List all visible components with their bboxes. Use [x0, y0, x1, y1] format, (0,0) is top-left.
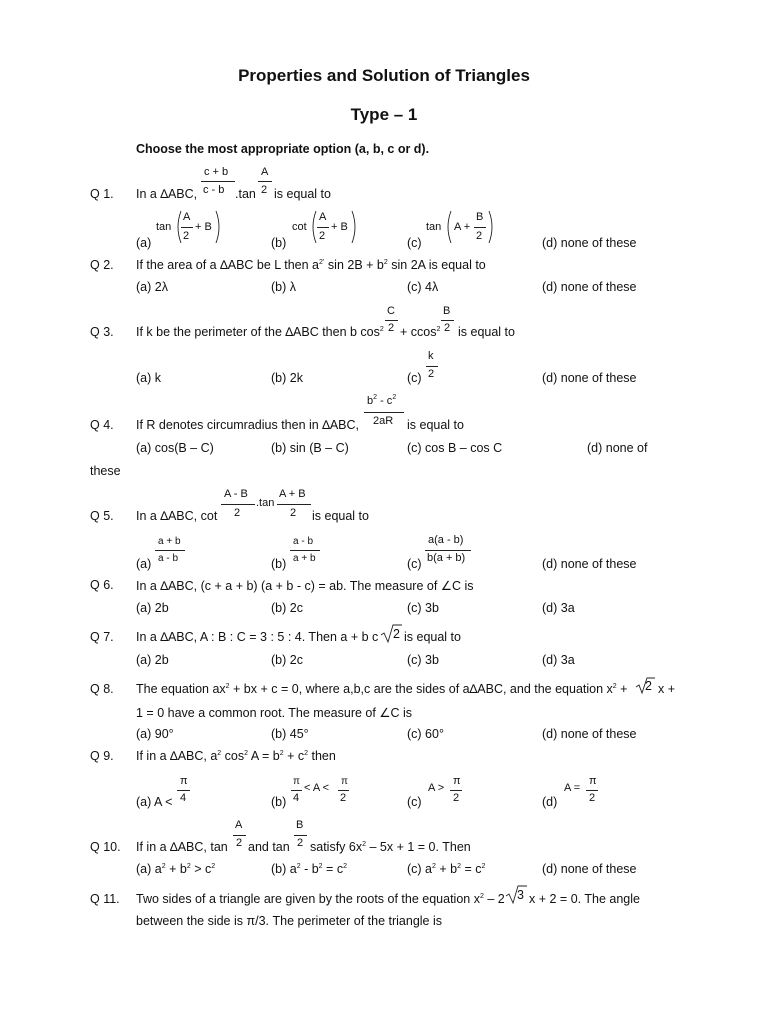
text-segment: b — [367, 395, 374, 407]
option-a: (a) 2b — [136, 653, 169, 667]
text-segment: + c — [283, 749, 305, 763]
fraction-numerator: A — [183, 211, 191, 223]
option-c: (c) cos B – cos C — [407, 441, 503, 455]
fraction-numerator: B — [443, 305, 451, 317]
question-number: Q 4. — [90, 418, 114, 432]
fraction-numerator: A — [319, 211, 327, 223]
question-text: x + — [658, 682, 676, 696]
text-segment: If in a ∆ABC, a — [136, 749, 218, 763]
option-d: (d) none of these — [542, 862, 637, 876]
fraction-denominator: 4 — [180, 792, 187, 804]
option-c: (c) 3b — [407, 653, 439, 667]
text-segment: – 2 — [483, 892, 505, 906]
superscript: 2 — [436, 326, 441, 333]
fraction-numerator: π — [453, 775, 461, 787]
question-text: is equal to — [274, 187, 331, 201]
option-b: (b) λ — [271, 280, 296, 294]
fraction-bar — [290, 550, 320, 551]
option-b: (b) 2k — [271, 371, 303, 385]
option-a: (a) A < — [136, 795, 173, 809]
question-number: Q 5. — [90, 509, 114, 523]
superscript: 2 — [479, 893, 484, 900]
fraction-denominator: 2 — [340, 792, 347, 804]
superscript: 2 — [186, 863, 191, 870]
superscript: 2 — [481, 863, 486, 870]
superscript: 2 — [304, 750, 308, 757]
superscript: 2 — [279, 750, 284, 757]
option-a — [136, 862, 215, 876]
option-b: (b) 2c — [271, 601, 303, 615]
fraction-numerator: A — [261, 166, 269, 178]
fraction-bar — [425, 550, 471, 551]
option-expression: A + — [454, 221, 471, 233]
instruction: Choose the most appropriate option (a, b, c or d). — [136, 142, 430, 156]
text-segment: = c — [461, 862, 482, 876]
option-a: (a) cos(B – C) — [136, 441, 214, 455]
fraction-bar — [177, 790, 190, 791]
fraction-numerator: A - B — [224, 488, 248, 500]
fraction-denominator: b(a + b) — [427, 552, 466, 564]
text-segment: sin 2A is equal to — [387, 258, 486, 272]
close-paren-icon — [487, 210, 497, 244]
option-b: (b) — [271, 236, 287, 250]
fraction-numerator: π — [341, 776, 348, 787]
option-c: (c) — [407, 371, 422, 385]
superscript: 2 — [362, 841, 367, 848]
question-text: is equal to — [312, 509, 369, 523]
option-expression: A = — [564, 782, 581, 794]
option-expression: < A < — [304, 782, 330, 794]
option-c: (c) 3b — [407, 601, 439, 615]
question-text: In a ∆ABC, — [136, 187, 198, 201]
fraction-denominator: 2 — [388, 322, 395, 334]
option-d: (d) none of these — [542, 727, 637, 741]
question-number: Q 11. — [90, 892, 120, 906]
superscript: 2 — [318, 863, 323, 870]
option-b: (b) sin (B – C) — [271, 441, 349, 455]
radicand: 2 — [393, 627, 400, 641]
question-number: Q 3. — [90, 325, 114, 339]
question-number: Q 6. — [90, 578, 114, 592]
question-number: Q 9. — [90, 749, 114, 763]
text-segment: If k be the perimeter of the ∆ABC then b cos — [136, 325, 380, 339]
question-text-line2: between the side is π/3. The perimeter of the triangle is — [136, 914, 443, 928]
question-text — [136, 749, 336, 763]
superscript: 2 — [211, 863, 216, 870]
fraction-numerator: π — [180, 775, 188, 787]
fraction-numerator: a(a - b) — [428, 534, 464, 546]
fraction-bar — [364, 412, 404, 413]
question-number: Q 7. — [90, 630, 114, 644]
text-segment: Two sides of a triangle are given by the roots of the equation x — [136, 892, 480, 906]
close-paren-icon — [350, 210, 360, 244]
question-text: In a ∆ABC, cot — [136, 509, 218, 523]
superscript: 2 — [457, 863, 462, 870]
fraction-bar — [233, 835, 246, 836]
option-d: (d) none of these — [542, 236, 637, 250]
text-segment: + ccos — [400, 325, 437, 339]
question-text — [136, 892, 505, 906]
fraction-bar — [426, 366, 438, 367]
option-c: (c) 4λ — [407, 280, 439, 294]
page-title: Properties and Solution of Triangles — [238, 66, 530, 85]
fraction-bar — [291, 790, 302, 791]
option-b: (b) 2c — [271, 653, 303, 667]
superscript: 2’ — [319, 259, 325, 266]
fraction-bar — [441, 320, 454, 321]
question-text: In a ∆ABC, (c + a + b) (a + b - c) = ab. The measure of ∠C is — [136, 579, 474, 593]
option-b — [271, 862, 347, 876]
fraction-denominator: 2 — [261, 184, 268, 196]
fraction-numerator: k — [428, 350, 434, 362]
fraction-denominator: 2 — [236, 837, 243, 849]
fraction-denominator: 2 — [183, 230, 190, 242]
superscript: 2 — [244, 750, 249, 757]
question-text: is equal to — [404, 630, 461, 644]
question-text: If R denotes circumradius then in ∆ABC, — [136, 418, 360, 432]
text-segment: The equation ax — [136, 682, 226, 696]
fraction-denominator: 2 — [319, 230, 326, 242]
fraction-denominator: a + b — [293, 553, 316, 564]
fraction-numerator: A — [235, 819, 243, 831]
text-segment: A = b — [248, 749, 280, 763]
superscript: 2 — [296, 863, 301, 870]
text-segment: + b — [435, 862, 458, 876]
question-text: and tan — [248, 840, 290, 854]
fraction-denominator: 4 — [293, 792, 300, 804]
question-text: is equal to — [458, 325, 515, 339]
text-segment: + bx + c = 0, where a,b,c are the sides of a∆ABC, and the equation x — [229, 682, 613, 696]
question-number: Q 10. — [90, 840, 121, 854]
text-segment: (b) a — [271, 862, 297, 876]
fraction-denominator: 2aR — [373, 415, 394, 427]
text-segment: satisfy 6x — [310, 840, 363, 854]
option-c: (c) — [407, 557, 422, 571]
fraction-bar — [181, 227, 193, 228]
fraction-numerator: π — [589, 775, 597, 787]
close-paren-icon — [214, 210, 224, 244]
superscript: 2 — [612, 683, 617, 690]
fraction-bar — [155, 550, 185, 551]
fraction-bar — [294, 835, 307, 836]
function-name: cot — [292, 221, 307, 233]
superscript: 2 — [343, 863, 347, 870]
function-name: tan — [156, 221, 172, 233]
option-b: (b) — [271, 795, 287, 809]
superscript: 2 — [392, 394, 397, 401]
radicand: 3 — [517, 888, 524, 902]
fraction-bar — [586, 790, 598, 791]
option-a: (a) k — [136, 371, 161, 385]
question-text — [400, 325, 440, 339]
option-d: (d) 3a — [542, 601, 575, 615]
fraction-denominator: 2 — [428, 368, 435, 380]
question-number: Q 2. — [90, 258, 114, 272]
option-d-continuation: these — [90, 464, 121, 478]
question-text: x + 2 = 0. The angle — [529, 892, 640, 906]
superscript: 2 — [432, 863, 436, 870]
option-expression: A > — [428, 782, 445, 794]
fraction-numerator: B — [296, 819, 304, 831]
fraction-denominator: 2 — [444, 322, 451, 334]
superscript: 2 — [225, 683, 230, 690]
fraction-numerator — [367, 395, 396, 407]
fraction-denominator: c - b — [203, 184, 225, 196]
text-segment: cos — [221, 749, 245, 763]
text-segment: (a) a — [136, 862, 162, 876]
question-text: .tan — [235, 187, 256, 201]
fraction-bar — [450, 790, 462, 791]
fraction-numerator: c + b — [204, 166, 229, 178]
fraction-bar — [258, 181, 272, 182]
superscript: 2 — [217, 750, 222, 757]
option-expression: + B — [331, 221, 348, 233]
open-paren-icon — [443, 210, 453, 244]
text-segment: – 5x + 1 = 0. Then — [366, 840, 471, 854]
option-a: (a) — [136, 557, 152, 571]
option-c: (c) — [407, 236, 422, 250]
option-c: (c) 60° — [407, 727, 444, 741]
question-number: Q 1. — [90, 187, 114, 201]
question-text — [136, 682, 627, 696]
option-a: (a) 2b — [136, 601, 169, 615]
fraction-numerator: C — [387, 305, 395, 317]
option-d: (d) none of — [587, 441, 648, 455]
option-d: (d) none of these — [542, 371, 637, 385]
text-segment: = c — [322, 862, 344, 876]
option-expression: + B — [195, 221, 212, 233]
question-text: If in a ∆ABC, tan — [136, 840, 228, 854]
question-text — [136, 325, 384, 339]
fraction-bar — [221, 504, 255, 505]
fraction-denominator: 2 — [476, 230, 483, 242]
text-segment: (c) a — [407, 862, 432, 876]
question-text: is equal to — [407, 418, 464, 432]
text-segment: > c — [190, 862, 212, 876]
superscript: 2 — [383, 259, 388, 266]
fraction-bar — [277, 504, 311, 505]
fraction-denominator: 2 — [453, 792, 460, 804]
fraction-denominator: 2 — [290, 507, 297, 519]
fraction-denominator: 2 — [297, 837, 304, 849]
option-d: (d) 3a — [542, 653, 575, 667]
radicand: 2 — [645, 679, 652, 693]
text-segment: then — [308, 749, 336, 763]
superscript: 2 — [373, 394, 378, 401]
option-d: (d) — [542, 795, 558, 809]
fraction-bar — [338, 790, 349, 791]
fraction-bar — [474, 227, 486, 228]
text-segment: + — [616, 682, 628, 696]
option-b: (b) — [271, 557, 287, 571]
option-a: (a) — [136, 236, 152, 250]
fraction-numerator: A + B — [279, 488, 306, 500]
fraction-numerator: a - b — [293, 536, 314, 547]
option-a: (a) 2λ — [136, 280, 168, 294]
superscript: 2 — [161, 863, 166, 870]
question-text: .tan — [256, 497, 275, 509]
fraction-bar — [317, 227, 329, 228]
text-segment: sin 2B + b — [324, 258, 384, 272]
fraction-denominator: a - b — [158, 553, 179, 564]
question-text-line2: 1 = 0 have a common root. The measure of ∠C is — [136, 706, 413, 720]
question-text — [310, 840, 471, 854]
superscript: 2 — [379, 326, 384, 333]
page-subtitle: Type – 1 — [350, 105, 418, 124]
option-d: (d) none of these — [542, 280, 637, 294]
fraction-bar — [385, 320, 398, 321]
question-number: Q 8. — [90, 682, 114, 696]
option-b: (b) 45° — [271, 727, 309, 741]
fraction-numerator: B — [476, 211, 484, 223]
question-text — [136, 258, 486, 272]
question-text: In a ∆ABC, A : B : C = 3 : 5 : 4. Then a + b c — [136, 630, 379, 644]
text-segment: - b — [300, 862, 319, 876]
fraction-denominator: 2 — [234, 507, 241, 519]
text-segment: - c — [377, 395, 393, 407]
fraction-denominator: 2 — [589, 792, 596, 804]
text-segment: If the area of a ∆ABC be L then a — [136, 258, 319, 272]
fraction-bar — [201, 181, 235, 182]
fraction-numerator: a + b — [158, 536, 181, 547]
text-segment: + b — [165, 862, 187, 876]
fraction-numerator: π — [293, 776, 300, 787]
option-a: (a) 90° — [136, 727, 174, 741]
function-name: tan — [426, 221, 442, 233]
option-c — [407, 862, 485, 876]
option-c: (c) — [407, 795, 422, 809]
option-d: (d) none of these — [542, 557, 637, 571]
